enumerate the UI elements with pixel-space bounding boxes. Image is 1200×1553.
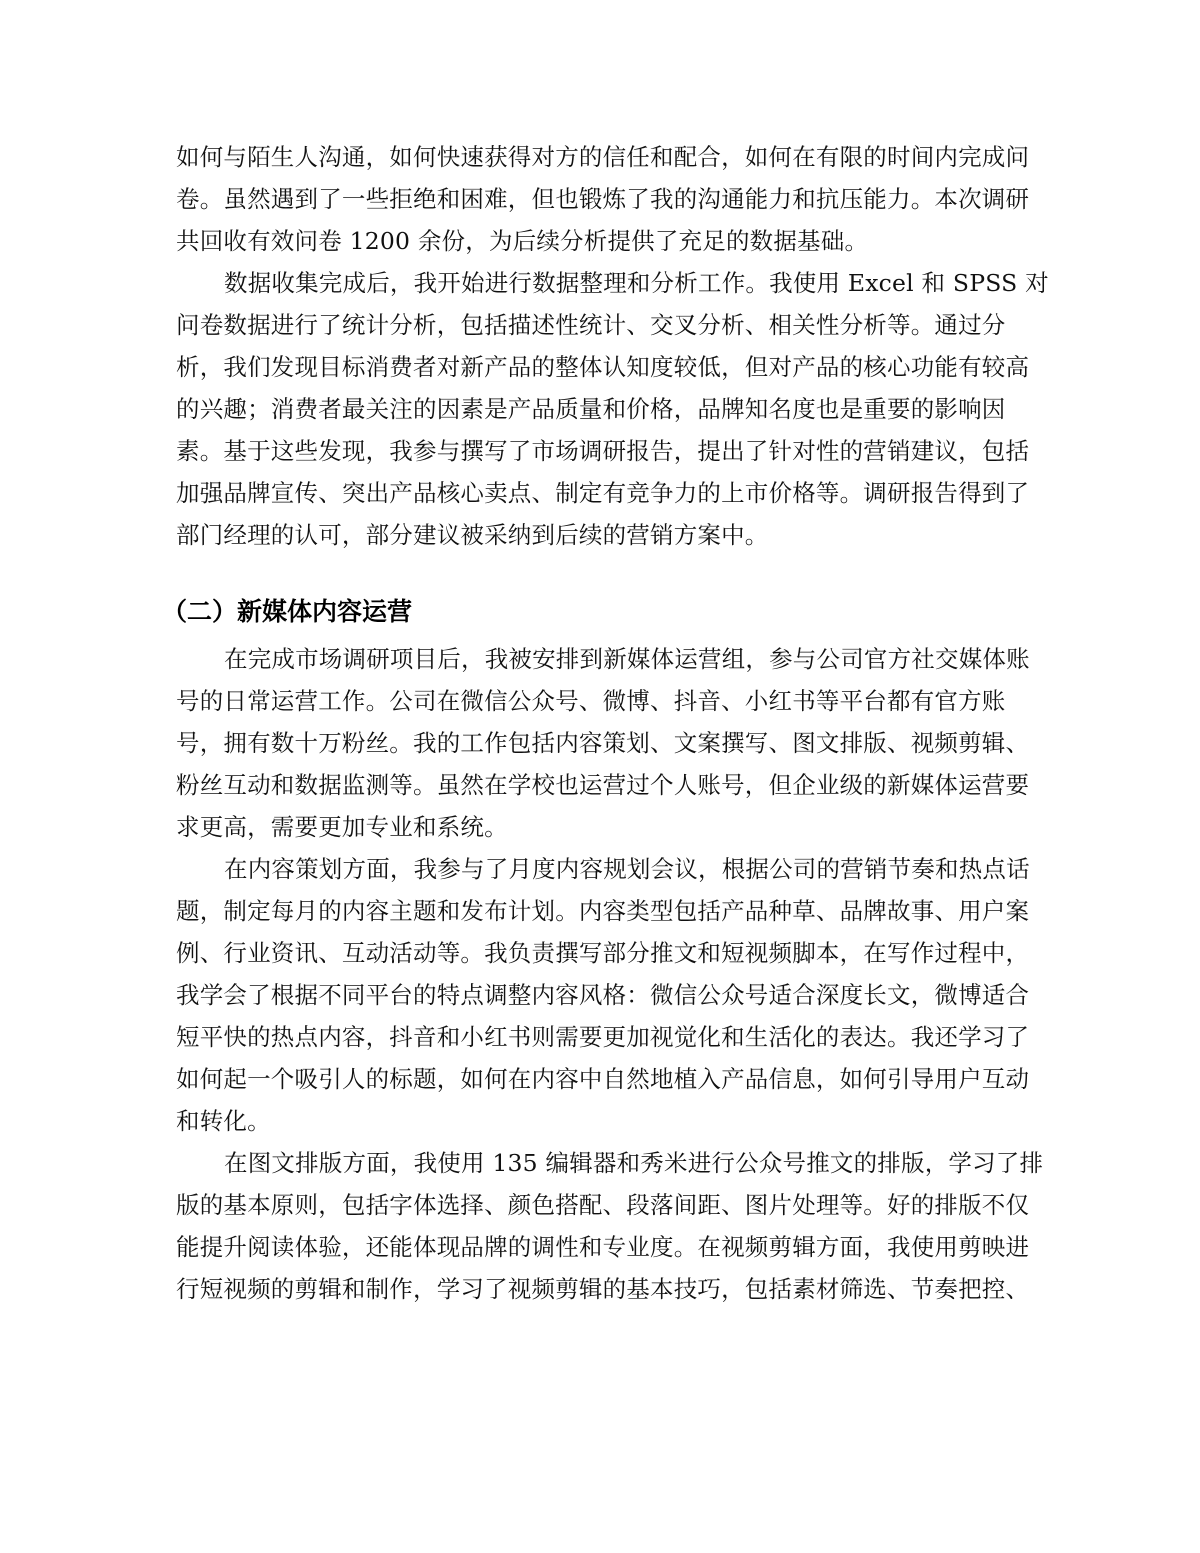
text-line: 素。基于这些发现，我参与撰写了市场调研报告，提出了针对性的营销建议，包括 (176, 437, 1030, 465)
text-line: 问卷数据进行了统计分析，包括描述性统计、交叉分析、相关性分析等。通过分 (176, 311, 1006, 339)
text-line: 我学会了根据不同平台的特点调整内容风格：微信公众号适合深度长文，微博适合 (176, 981, 1030, 1009)
text-line: 求更高，需要更加专业和系统。 (176, 813, 508, 841)
paragraph-layout-video (176, 1142, 1044, 1310)
paragraph-new-media-intro (176, 638, 1030, 848)
text-line: 在完成市场调研项目后，我被安排到新媒体运营组，参与公司官方社交媒体账 (224, 645, 1030, 673)
text-line: 号，拥有数十万粉丝。我的工作包括内容策划、文案撰写、图文排版、视频剪辑、 (176, 729, 1030, 757)
text-line: 析，我们发现目标消费者对新产品的整体认知度较低，但对产品的核心功能有较高 (176, 353, 1030, 381)
text-line: 在内容策划方面，我参与了月度内容规划会议，根据公司的营销节奏和热点话 (224, 855, 1030, 883)
section-heading: （二）新媒体内容运营 (162, 597, 413, 626)
text-line: 的兴趣；消费者最关注的因素是产品质量和价格，品牌知名度也是重要的影响因 (176, 395, 1006, 423)
text-line: 例、行业资讯、互动活动等。我负责撰写部分推文和短视频脚本，在写作过程中， (176, 939, 1030, 967)
text-line: 如何起一个吸引人的标题，如何在内容中自然地植入产品信息，如何引导用户互动 (176, 1065, 1030, 1093)
text-line: 加强品牌宣传、突出产品核心卖点、制定有竞争力的上市价格等。调研报告得到了 (176, 479, 1030, 507)
paragraph-survey-continuation (176, 136, 1030, 262)
text-line: 能提升阅读体验，还能体现品牌的调性和专业度。在视频剪辑方面，我使用剪映进 (176, 1233, 1030, 1261)
text-line: 共回收有效问卷 1200 余份，为后续分析提供了充足的数据基础。 (176, 227, 869, 255)
text-line: 和转化。 (176, 1107, 271, 1135)
text-line: 版的基本原则，包括字体选择、颜色搭配、段落间距、图片处理等。好的排版不仅 (176, 1191, 1030, 1219)
text-line: 行短视频的剪辑和制作，学习了视频剪辑的基本技巧，包括素材筛选、节奏把控、 (176, 1275, 1030, 1303)
text-line: 号的日常运营工作。公司在微信公众号、微博、抖音、小红书等平台都有官方账 (176, 687, 1006, 715)
text-line: 部门经理的认可，部分建议被采纳到后续的营销方案中。 (176, 521, 769, 549)
text-line: 数据收集完成后，我开始进行数据整理和分析工作。我使用 Excel 和 SPSS 对 (224, 269, 1049, 297)
text-line: 在图文排版方面，我使用 135 编辑器和秀米进行公众号推文的排版，学习了排 (224, 1149, 1044, 1177)
text-line: 卷。虽然遇到了一些拒绝和困难，但也锻炼了我的沟通能力和抗压能力。本次调研 (176, 185, 1030, 213)
text-line: 如何与陌生人沟通，如何快速获得对方的信任和配合，如何在有限的时间内完成问 (176, 143, 1030, 171)
text-line: 短平快的热点内容，抖音和小红书则需要更加视觉化和生活化的表达。我还学习了 (176, 1023, 1030, 1051)
paragraph-data-analysis (176, 262, 1049, 556)
paragraph-content-planning (176, 848, 1030, 1142)
text-line: 题，制定每月的内容主题和发布计划。内容类型包括产品种草、品牌故事、用户案 (176, 897, 1030, 925)
text-line: 粉丝互动和数据监测等。虽然在学校也运营过个人账号，但企业级的新媒体运营要 (176, 771, 1030, 799)
document-page (162, 136, 1049, 1310)
